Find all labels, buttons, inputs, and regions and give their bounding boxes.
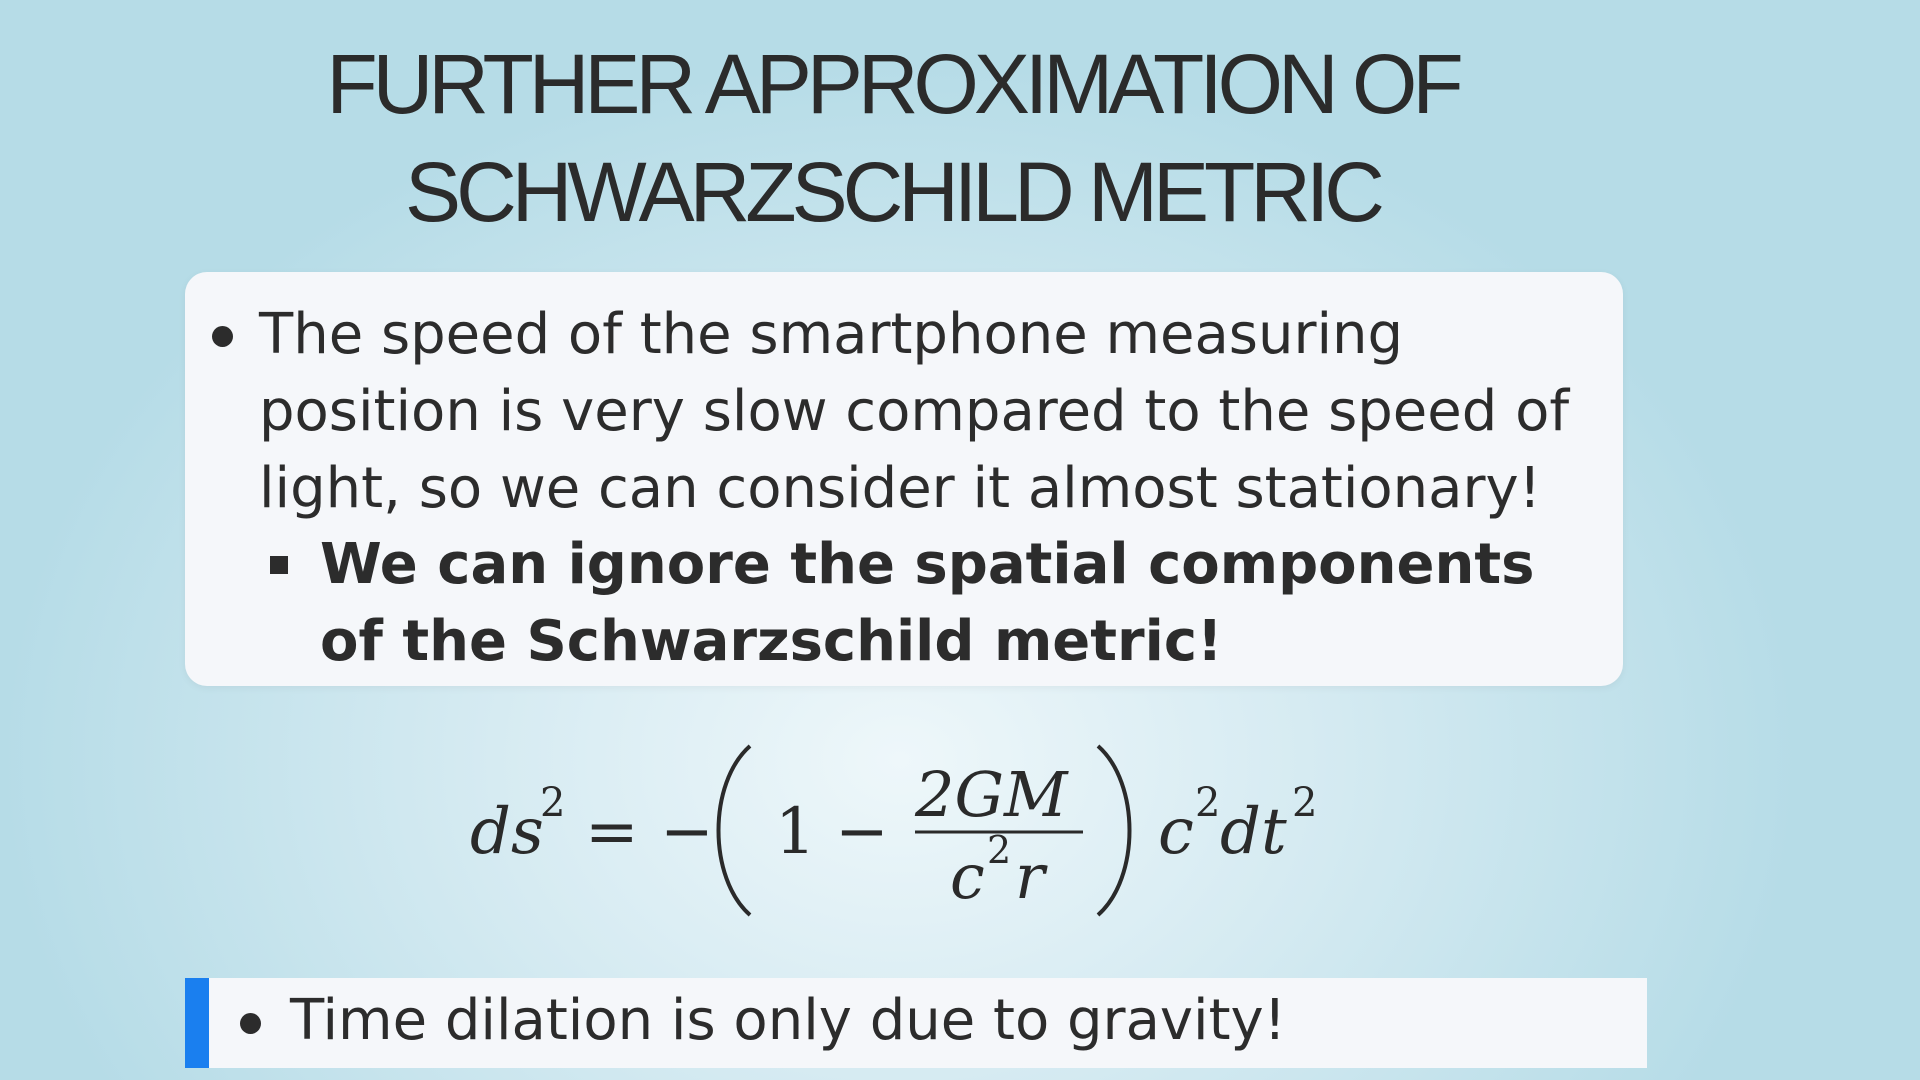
equation-c: c: [1158, 795, 1194, 869]
slide-title: [0, 30, 1785, 246]
right-paren-icon: [1098, 746, 1130, 915]
equation-lhs: ds: [470, 795, 544, 869]
note-accent-bar: [185, 978, 209, 1068]
fraction-numerator: 2GM: [915, 758, 1068, 831]
equation-dt-exponent: 2: [1292, 780, 1318, 826]
slide-title-line-2: SCHWARZSCHILD METRIC: [405, 145, 1380, 239]
main-bullet-text: The speed of the smartphone measuring position is very slow compared to the speed of light, so we can consider it almost stationary!: [259, 302, 1570, 521]
equation-one: 1: [775, 795, 816, 869]
note-bullet-dot-icon: [240, 1013, 261, 1034]
sub-bullet-text: We can ignore the spatial components of the Schwarzschild metric!: [320, 532, 1535, 674]
note-callout: [185, 978, 1647, 1068]
fraction-denominator-exponent: 2: [987, 828, 1012, 872]
equation-equals: =: [585, 795, 639, 869]
fraction-denominator-c: c: [950, 840, 985, 913]
note-text: Time dilation is only due to gravity!: [290, 988, 1287, 1053]
equation-inner-minus: −: [835, 795, 889, 869]
equation-lhs-exponent: 2: [540, 780, 566, 826]
equation-minus: −: [660, 795, 714, 869]
equation-dt: dt: [1220, 795, 1287, 869]
square-bullet-icon: [270, 556, 288, 574]
left-paren-icon: [719, 746, 751, 915]
bullet-dot-icon: [212, 326, 233, 347]
fraction-denominator-r: r: [1015, 840, 1045, 913]
equation-c-exponent: 2: [1195, 780, 1221, 826]
slide-title-line-1: FURTHER APPROXIMATION OF: [326, 37, 1459, 131]
schwarzschild-equation: [440, 728, 1340, 928]
